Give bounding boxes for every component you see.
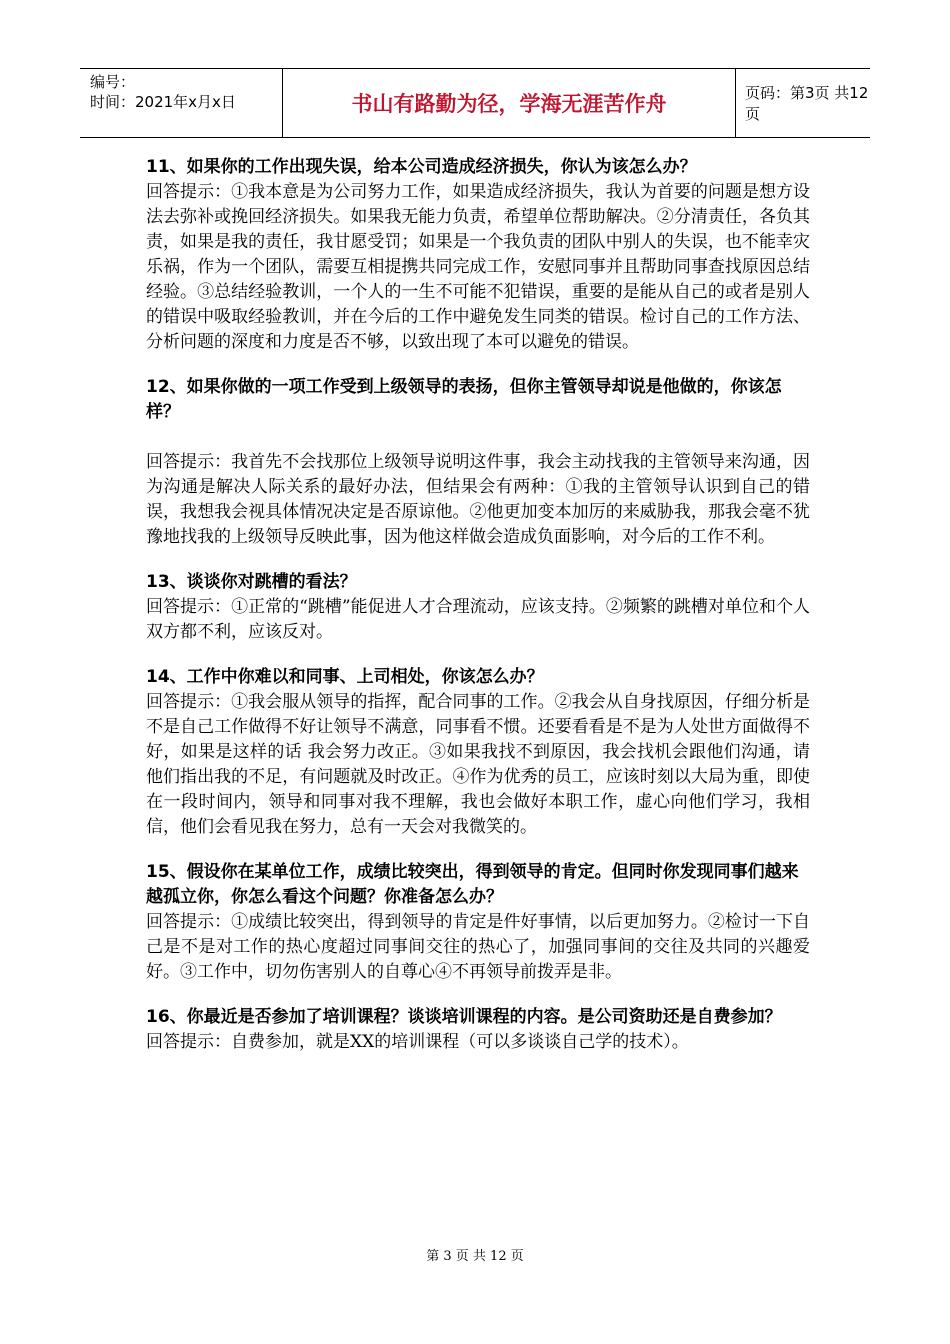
- qa-item: [146, 1005, 810, 1055]
- page-footer: 第 3 页 共 12 页: [426, 1249, 524, 1264]
- header-page-number: 页码：第3页 共12页: [745, 84, 869, 123]
- header-motto: 书山有路勤为径，学海无涯苦作舟: [282, 69, 736, 137]
- answer-text: 回答提示：我首先不会找那位上级领导说明这件事，我会主动找我的主管领导来沟通，因为沟通是解决人际关系的最好办法，但结果会有两种：①我的主管领导认识到自己的错误，我想我会视具体情况决定是否原谅他。②他更加变本加厉的来威胁我，那我会毫不犹豫地找我的上级领导反映此事，因为他这样做会造成负面影响，对今后的工作不利。: [146, 452, 810, 547]
- page-header: [80, 68, 870, 138]
- document-date: 时间：2021年x月x日: [90, 93, 236, 111]
- qa-item: [146, 860, 810, 985]
- question-heading: 13、谈谈你对跳槽的看法？: [146, 572, 357, 592]
- qa-item: [146, 570, 810, 645]
- answer-text: 回答提示：自费参加，就是XX的培训课程（可以多谈谈自己学的技术）。: [146, 1032, 689, 1052]
- question-heading: 15、假设你在某单位工作，成绩比较突出，得到领导的肯定。但同时你发现同事们越来越孤立你，你怎么看这个问题？你准备怎么办？: [146, 862, 799, 907]
- answer-text: 回答提示：①成绩比较突出，得到领导的肯定是件好事情，以后更加努力。②检讨一下自己是不是对工作的热心度超过同事间交往的热心了，加强同事间的交往及共同的兴趣爱好。③工作中，切勿伤害别人的自尊心④不再领导前拨弄是非。: [146, 912, 810, 982]
- qa-item: [146, 155, 810, 355]
- document-body: [146, 155, 810, 1075]
- question-heading: 12、如果你做的一项工作受到上级领导的表扬，但你主管领导却说是他做的，你该怎样？: [146, 377, 782, 422]
- answer-text: 回答提示：①正常的“跳槽”能促进人才合理流动，应该支持。②频繁的跳槽对单位和个人双方都不利，应该反对。: [146, 597, 810, 642]
- document-number-label: 编号：: [90, 73, 136, 91]
- question-heading: 11、如果你的工作出现失误，给本公司造成经济损失，你认为该怎么办？: [146, 157, 697, 177]
- answer-text: 回答提示：①我会服从领导的指挥，配合同事的工作。②我会从自身找原因，仔细分析是不是自己工作做得不好让领导不满意，同事看不惯。还要看看是不是为人处世方面做得不好，如果是这样的话 我会努力改正。③如果我找不到原因，我会找机会跟他们沟通，请他们指出我的不足，有问题就及时改正。④作为优秀的员工，应该时刻以大局为重，即使在一段时间内，领导和同事对我不理解，我也会做好本职工作，虚心向他们学习，我相信，他们会看见我在努力，总有一天会对我微笑的。: [146, 692, 810, 837]
- answer-text: 回答提示：①我本意是为公司努力工作，如果造成经济损失，我认为首要的问题是想方设法去弥补或挽回经济损失。如果我无能力负责，希望单位帮助解决。②分清责任，各负其责，如果是我的责任，我甘愿受罚；如果是一个我负责的团队中别人的失误，也不能幸灾乐祸，作为一个团队，需要互相提携共同完成工作，安慰同事并且帮助同事查找原因总结经验。③总结经验教训，一个人的一生不可能不犯错误，重要的是能从自己的或者是别人的错误中吸取经验教训，并在今后的工作中避免发生同类的错误。检讨自己的工作方法、分析问题的深度和力度是否不够，以致出现了本可以避免的错误。: [146, 182, 810, 352]
- question-heading: 14、工作中你难以和同事、上司相处，你该怎么办？: [146, 667, 544, 687]
- qa-item: [146, 375, 810, 550]
- question-heading: 16、你最近是否参加了培训课程？谈谈培训课程的内容。是公司资助还是自费参加？: [146, 1007, 782, 1027]
- qa-item: [146, 665, 810, 840]
- header-left: [80, 69, 282, 137]
